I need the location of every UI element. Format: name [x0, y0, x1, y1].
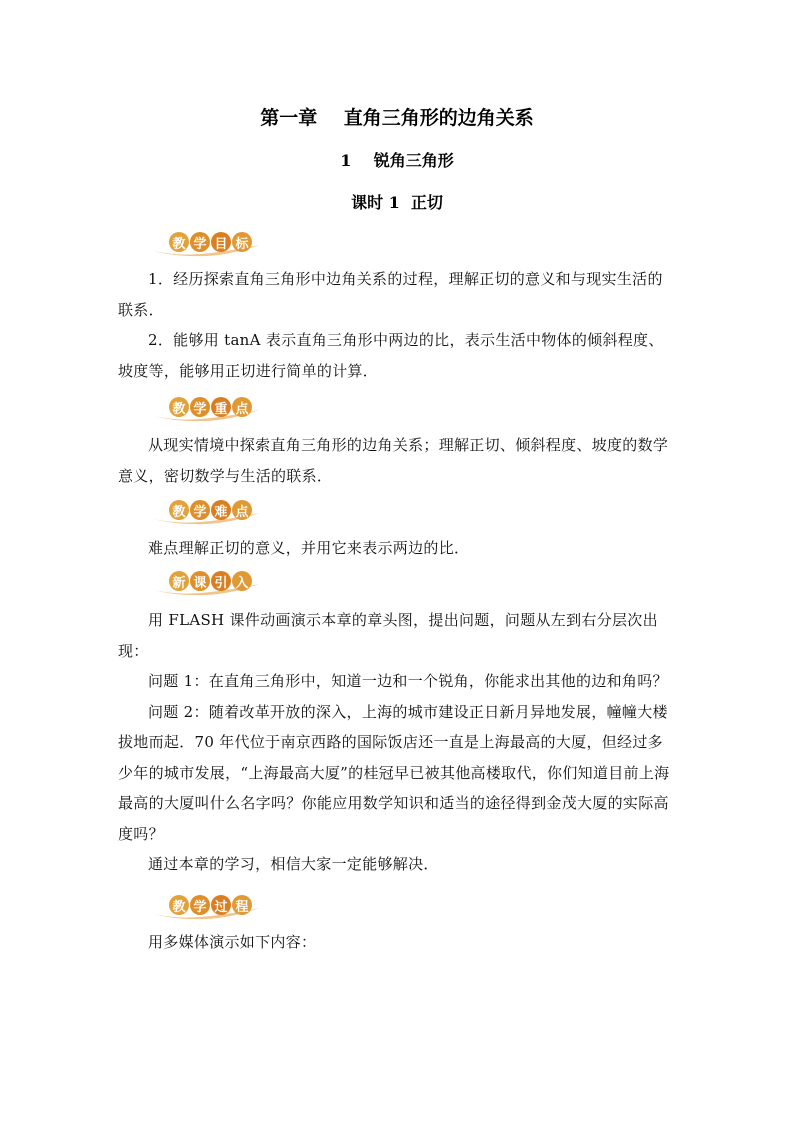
objectives-label	[169, 232, 252, 252]
badge-character: 程	[232, 895, 252, 915]
badge-character: 新	[169, 571, 189, 591]
process-label	[169, 895, 252, 915]
badge-character: 学	[190, 895, 210, 915]
section-title: 1 锐角三角形	[340, 151, 454, 170]
difficulties-section	[118, 533, 678, 564]
badge-character: 重	[211, 397, 231, 417]
badge-character: 目	[211, 232, 231, 252]
difficulties-text: 难点理解正切的意义，并用它来表示两边的比．	[148, 539, 470, 557]
badge-character: 难	[211, 500, 231, 520]
objectives-badge	[151, 231, 261, 257]
process-badge	[151, 894, 261, 920]
introduction-badge	[151, 570, 261, 596]
badge-character: 教	[169, 500, 189, 520]
badge-character: 学	[190, 232, 210, 252]
badge-character: 课	[190, 571, 210, 591]
lesson-title: 课时 1 正切	[351, 193, 443, 212]
question-1: 问题 1：在直角三角形中，知道一边和一个锐角，你能求出其他的边和角吗？	[148, 672, 668, 690]
key-points-badge	[151, 396, 261, 422]
key-points-label	[169, 397, 252, 417]
introduction-label	[169, 571, 252, 591]
key-points-text: 从现实情境中探索直角三角形的边角关系；理解正切、倾斜程度、坡度的数学意义，密切数学与生活的联系．	[118, 436, 669, 485]
badge-character: 入	[232, 571, 252, 591]
badge-character: 学	[190, 397, 210, 417]
badge-character: 过	[211, 895, 231, 915]
difficulties-label	[169, 500, 252, 520]
introduction-paragraph: 用 FLASH 课件动画演示本章的章头图，提出问题，问题从左到右分层次出现：	[118, 611, 658, 660]
badge-character: 标	[232, 232, 252, 252]
objective-2: 2．能够用 tanA 表示直角三角形中两边的比，表示生活中物体的倾斜程度、坡度等，能够用正切进行简单的计算．	[118, 331, 664, 380]
chapter-title: 第一章 直角三角形的边角关系	[260, 107, 534, 129]
key-points-section	[118, 430, 678, 491]
objective-1: 1．经历探索直角三角形中边角关系的过程，理解正切的意义和与现实生活的联系．	[118, 270, 663, 319]
introduction-conclusion: 通过本章的学习，相信大家一定能够解决．	[148, 855, 439, 873]
badge-character: 点	[232, 500, 252, 520]
difficulties-badge	[151, 499, 261, 525]
introduction-section	[118, 605, 678, 880]
question-2: 问题 2：随着改革开放的深入，上海的城市建设正日新月异地发展，幢幢大楼拔地而起．70 年代位于南京西路的国际饭店还一直是上海最高的大厦，但经过多少年的城市发展，“上海最高大厦”的桂冠早已被其他高楼取代，你们知道目前上海最高的大厦叫什么名字吗？你能应用数学知识和适当的途径得到金茂大厦的实际高度吗？	[118, 702, 670, 843]
badge-character: 教	[169, 397, 189, 417]
badge-character: 引	[211, 571, 231, 591]
badge-character: 学	[190, 500, 210, 520]
badge-character: 点	[232, 397, 252, 417]
badge-character: 教	[169, 895, 189, 915]
process-section	[118, 927, 678, 958]
process-text: 用多媒体演示如下内容：	[148, 933, 317, 951]
objectives-section	[118, 264, 678, 386]
badge-character: 教	[169, 232, 189, 252]
